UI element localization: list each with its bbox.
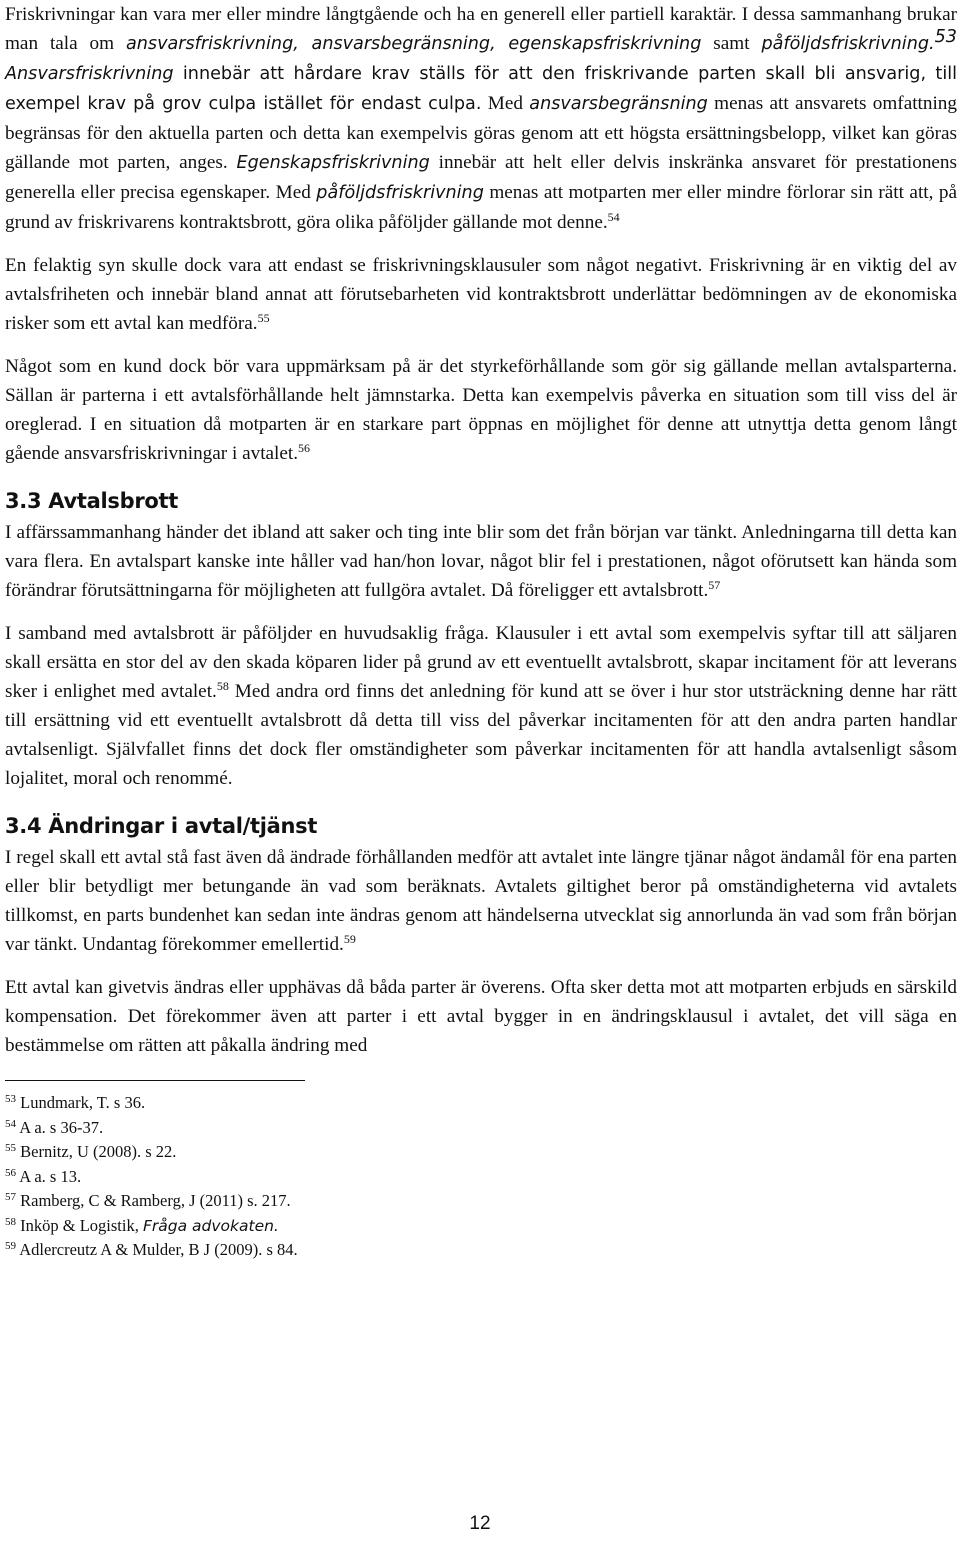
footnote-number: 58 (5, 1215, 16, 1228)
footnote-59 (5, 1238, 957, 1263)
section-heading-avtalsbrott: 3.3 Avtalsbrott (5, 489, 179, 513)
section-heading-andringar: 3.4 Ändringar i avtal/tjänst (5, 814, 318, 838)
footnote-ref[interactable]: 58 (216, 679, 229, 693)
emphasis-term: ansvarsfriskrivning, ansvarsbegränsning, egenskapsfriskrivning (125, 34, 702, 54)
text-run: menas att motparten mer eller mindre förlorar sin rätt att, på grund av friskrivarens kontraktsbrott, göra olika påföljder gällande mot denne. (5, 182, 957, 233)
text-run: innebär att helt eller delvis inskränka ansvaret för prestationens generella eller precisa egenskaper. Med (5, 152, 957, 203)
text-run: I regel skall ett avtal stå fast även då ändrade förhållanden medför att avtalet inte längre tjänar något ändamål för ena parten eller blir betydligt mer betungande än vad som beräknats. Avtalets giltighet beror på omständigheterna vid avtalets tillkomst, en parts bundenhet kan sedan inte ändras genom att händelserna utvecklat sig annorlunda än vad som från början var tänkt. Undantag förekommer emellertid. (5, 847, 957, 955)
text-run: I samband med avtalsbrott är påföljder en huvudsaklig fråga. Klausuler i ett avtal som exempelvis syftar till att säljaren skall ersätta en stor del av den skada köparen lider på grund av ett eventuellt avtalsbrott, skapar incitament för att leverans sker i enlighet med avtalet. (5, 623, 957, 702)
footnote-number: 57 (5, 1191, 16, 1203)
footnote-ref[interactable]: 53 (934, 27, 957, 47)
footnote-number: 54 (5, 1117, 16, 1130)
footnote-56 (5, 1165, 957, 1190)
footnote-number: 55 (5, 1142, 16, 1154)
page-number: 12 (469, 1513, 491, 1534)
text-run: Med (481, 93, 530, 114)
footnote-title: Fråga advokaten. (142, 1216, 279, 1235)
footnote-number: 56 (5, 1166, 16, 1179)
footnote-text: Lundmark, T. s 36. (20, 1093, 146, 1112)
footnote-58 (5, 1214, 957, 1239)
footnote-text: A a. s 36-37. (19, 1117, 104, 1137)
footnote-54 (5, 1116, 957, 1141)
emphasis-term: Ansvarsfriskrivning (5, 64, 174, 84)
footnote-ref[interactable]: 59 (343, 932, 356, 946)
text-run: Med andra ord finns det anledning för kund att se över i hur stor utsträckning denne har rätt till ersättning vid ett eventuellt avtalsbrott då detta till viss del påverkar incitamenten för att den andra parten handlar avtalsenligt. Självfallet finns det dock fler omständigheter som påverkar incitamenten för att handla avtalsenligt såsom lojalitet, moral och renommé. (5, 681, 958, 789)
emphasis-term: ansvarsbegränsning (529, 94, 708, 114)
footnote-text: Ramberg, C & Ramberg, J (2011) s. 217. (20, 1191, 291, 1210)
text-run: menas att ansvarets omfattning begränsas för den aktuella parten och detta kan exempelvis göras genom att ett högsta ersättningsbelopp, vilket kan göras gällande mot parten, anges. (5, 93, 957, 173)
footnote-ref[interactable]: 57 (708, 578, 721, 592)
footnote-ref[interactable]: 54 (607, 210, 620, 224)
text-run: Ett avtal kan givetvis ändras eller upphävas då båda parter är överens. Ofta sker detta mot att motparten erbjuds en särskild kompensation. Det förekommer även att parter i ett avtal bygger in en ändringsklausul i avtalet, det vill säga en bestämmelse om rätten att påkalla ändring med (5, 977, 957, 1056)
paragraph-negative-view (5, 251, 957, 338)
paragraph-paforjder (5, 619, 957, 793)
footnote-number: 53 (5, 1093, 16, 1105)
footnote-55 (5, 1140, 957, 1165)
text-run: En felaktig syn skulle dock vara att endast se friskrivningsklausuler som något negativt. Friskrivning är en viktig del av avtalsfriheten och innebär bland annat att förutsebarheten vid kontraktsbrott underlättar bedömningen av de ekonomiska risker som ett avtal kan medföra. (5, 255, 957, 334)
paragraph-andringar-intro (5, 843, 957, 959)
text-run: I affärssammanhang händer det ibland att saker och ting inte blir som det från början var tänkt. Anledningarna till detta kan vara flera. En avtalspart kanske inte håller vad han/hon lovar, något blir fel i prestationen, något oförutsett kan hända som förändrar förutsättningarna för möjligheten att fullgöra avtalet. Då föreligger ett avtalsbrott. (5, 522, 957, 601)
footnote-number: 59 (5, 1240, 16, 1252)
emphasis-term: påföljdsfriskrivning. (761, 34, 935, 54)
footnote-ref[interactable]: 55 (257, 311, 270, 325)
document-page (5, 0, 957, 1263)
footnote-53 (5, 1091, 957, 1116)
footnote-divider (5, 1080, 305, 1081)
text-run: Friskrivningar kan vara mer eller mindre långtgående och ha en generell eller partiell karaktär. I dessa sammanhang brukar man tala om (5, 4, 957, 54)
paragraph-andringsklausul (5, 973, 957, 1060)
footnote-text: Bernitz, U (2008). s 22. (20, 1142, 177, 1161)
footnote-ref[interactable]: 56 (298, 441, 311, 455)
footnotes-list (5, 1091, 957, 1263)
paragraph-avtalsbrott-intro (5, 518, 957, 605)
text-run: samt (701, 33, 762, 54)
emphasis-term: påföljdsfriskrivning (316, 183, 484, 203)
footnote-text: Inköp & Logistik, (20, 1215, 143, 1235)
footnote-57 (5, 1189, 957, 1214)
text-run: innebär att hårdare krav ställs för att den friskrivande parten skall bli ansvarig, till exempel krav på grov culpa istället för endast culpa. (5, 64, 957, 114)
text-run: Något som en kund dock bör vara uppmärksam på är det styrkeförhållande som gör sig gällande mellan avtalsparterna. Sällan är parterna i ett avtalsförhållande helt jämnstarka. Detta kan exempelvis påverka en situation som till viss del är oreglerad. I en situation då motparten är en starkare part öppnas en möjlighet för denne att utnyttja detta genom långt gående ansvarsfriskrivningar i avtalet. (5, 356, 957, 464)
paragraph-power-balance (5, 352, 957, 468)
footnote-text: A a. s 13. (19, 1166, 82, 1186)
paragraph-friskrivning-types (5, 0, 957, 237)
footnote-text: Adlercreutz A & Mulder, B J (2009). s 84. (19, 1240, 298, 1259)
emphasis-term: Egenskapsfriskrivning (236, 153, 430, 173)
